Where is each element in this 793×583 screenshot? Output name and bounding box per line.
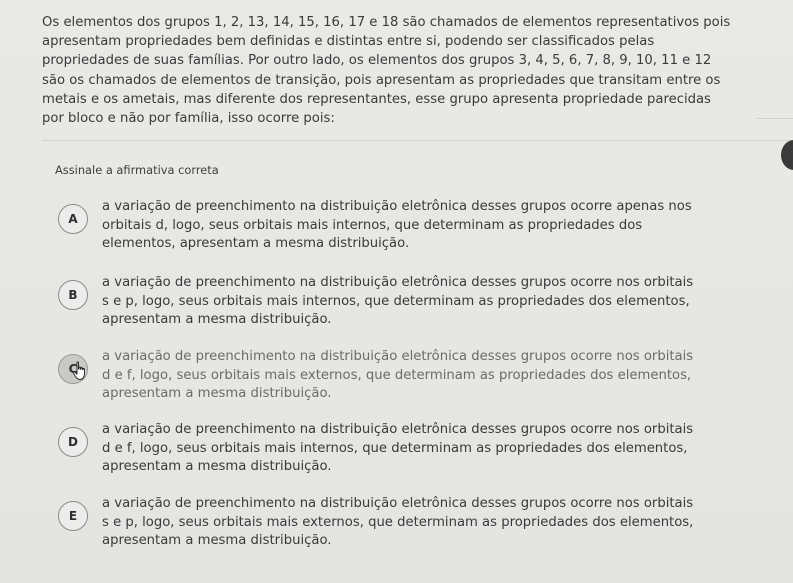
option-e-letter[interactable]: E (58, 501, 88, 531)
option-d-letter[interactable]: D (58, 427, 88, 457)
option-a-letter[interactable]: A (58, 204, 88, 234)
option-e-text[interactable]: a variação de preenchimento na distribuição eletrônica desses grupos ocorre nos orbitais s e p, logo, seus orbitais mais externos, que determinam as propriedades dos elementos, apresentam a mesma distribuição. (102, 496, 694, 548)
option-c[interactable] (58, 348, 698, 408)
divider-line (757, 118, 793, 119)
instruction-label: Assinale a afirmativa correta (55, 163, 219, 177)
option-a-text[interactable]: a variação de preenchimento na distribuição eletrônica desses grupos ocorre apenas nos orbitais d, logo, seus orbitais mais internos, que determinam as propriedades dos elementos, apresentam a mesma distribuição. (102, 199, 692, 251)
option-c-letter[interactable]: C (58, 354, 88, 384)
question-divider (42, 140, 792, 141)
side-panel-handle[interactable] (781, 140, 793, 170)
question-text: Os elementos dos grupos 1, 2, 13, 14, 15, 16, 17 e 18 são chamados de elementos representativos pois apresentam propriedades bem definidas e distintas entre si, podendo ser classificados pelas propriedades de suas famílias. Por outro lado, os elementos dos grupos 3, 4, 5, 6, 7, 8, 9, 10, 11 e 12 são os chamados de elementos de transição, pois apresentam as propriedades que transitam entre os metais e os ametais, mas diferente dos representantes, esse grupo apresenta propriedade parecidas por bloco e não por família, isso ocorre pois: (42, 15, 731, 127)
option-c-text[interactable]: a variação de preenchimento na distribuição eletrônica desses grupos ocorre nos orbitais d e f, logo, seus orbitais mais externos, que determinam as propriedades dos elementos, apresentam a mesma distribuição. (102, 349, 694, 401)
option-b-letter[interactable]: B (58, 280, 88, 310)
option-a[interactable] (58, 198, 698, 258)
option-d[interactable] (58, 421, 698, 481)
option-e[interactable] (58, 495, 698, 555)
option-d-text[interactable]: a variação de preenchimento na distribuição eletrônica desses grupos ocorre nos orbitais d e f, logo, seus orbitais mais internos, que determinam as propriedades dos elementos, apresentam a mesma distribuição. (102, 422, 694, 474)
option-b[interactable] (58, 274, 698, 334)
hand-pointer-icon (72, 361, 88, 381)
option-b-text[interactable]: a variação de preenchimento na distribuição eletrônica desses grupos ocorre nos orbitais s e p, logo, seus orbitais mais internos, que determinam as propriedades dos elementos, apresentam a mesma distribuição. (102, 275, 694, 327)
